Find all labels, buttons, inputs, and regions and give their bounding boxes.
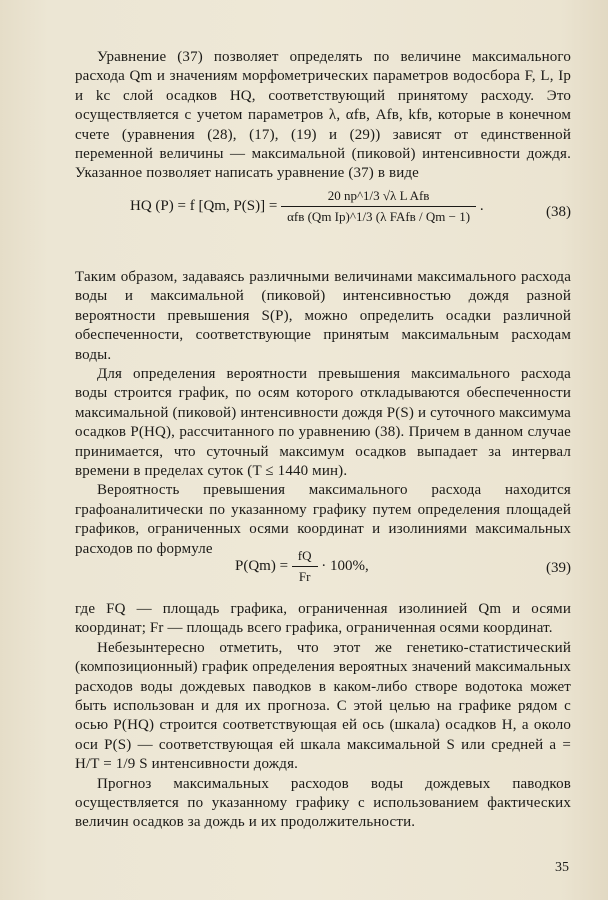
equation-38-left: HQ (P) = f [Qm, P(S)] = bbox=[130, 197, 278, 214]
equation-38 bbox=[75, 188, 571, 258]
equation-39 bbox=[75, 548, 571, 596]
equation-39-left: P(Qm) = bbox=[235, 557, 289, 574]
equation-39-denominator: Fr bbox=[298, 569, 311, 584]
page-number: 35 bbox=[555, 860, 569, 875]
paragraph-2: Таким образом, задаваясь различными величинами максимального расхода воды и максимальной (пиковой) интенсивностью дождя разной вероятности превышения S(P), можно определить осадки различной обеспеченности, соответствующие принятым максимальным расходам воды. bbox=[75, 269, 571, 363]
equation-39-right: · 100%, bbox=[321, 557, 369, 574]
body-text-lower bbox=[75, 600, 571, 833]
body-text-upper bbox=[75, 48, 571, 184]
paragraph-6: Небезынтересно отметить, что этот же генетико-статистический (композиционный) график определения вероятных значений максимальных расходов воды дождевых паводков в каком-либо створе водотока может быть использован и для их прогноза. С этой целью на графике рядом с осью P(HQ) строится соответствующая ей ось (шкала) осадков H, а около оси P(S) — соответствующая ей шкала максимальной S или средней a = H/T = 1/9 S интенсивности дождя. bbox=[75, 639, 571, 773]
paragraph-3: Для определения вероятности превышения максимального расхода воды строится график, по осям которого откладываются обеспеченности максимальной (пиковой) интенсивности дождя P(S) и суточного максимума осадков P(HQ), рассчитанного по уравнению (38). Причем в данном случае принимается, что суточный максимум осадков выпадает за интервал времени в пределах суток (T ≤ 1440 мин). bbox=[75, 366, 571, 480]
equation-39-numerator: fQ bbox=[292, 548, 318, 567]
equation-38-number: (38) bbox=[546, 204, 571, 220]
paragraph-5: где FQ — площадь графика, ограниченная изолинией Qm и осями координат; Fr — площадь всего графика, ограниченная осями координат. bbox=[75, 601, 571, 637]
equation-38-numerator: 20 np^1/3 √λ L Afв bbox=[281, 188, 476, 207]
equation-39-body bbox=[235, 548, 369, 585]
equation-39-number: (39) bbox=[546, 560, 571, 576]
body-text-middle bbox=[75, 268, 571, 559]
paragraph-1: Уравнение (37) позволяет определять по величине максимального расхода Qm и значениям морфометрических параметров водосбора F, L, Iр и kс слой осадков HQ, соответствующий принятому расходу. Это осуществляется с учетом параметров λ, αfв, Afв, kfв, которые в конечном счете (уравнения (28), (17), (19) и (29)) зависят от единственной переменной величины — максимальной (пиковой) интенсивности дождя. Указанное позволяет написать уравнение (37) в виде bbox=[75, 49, 571, 182]
equation-38-body: HQ (P) = f [Qm, P(S)] = $\frac{\text{20 np\textasciicircum{}1/3 √λ L Afв}}{\text{αfв (Qm Ip)\textasciicircum{}1/3 (λ FAfв / Qm − 1)}}$ . bbox=[130, 188, 484, 224]
equation-38-denominator: αfв (Qm Ip)^1/3 (λ FAfв / Qm − 1) bbox=[287, 209, 471, 224]
equation-39-fraction bbox=[292, 548, 318, 585]
equation-38-fraction bbox=[281, 188, 476, 225]
paragraph-7: Прогноз максимальных расходов воды дождевых паводков осуществляется по указанному графику с использованием фактических величин осадков за дождь и их продолжительности. bbox=[75, 775, 571, 831]
paragraph-4: Вероятность превышения максимального расхода находится графоаналитически по указанному графику путем определения площадей графиков, ограниченных осями координат и изолиниями максимальных расходов по формуле bbox=[75, 482, 571, 557]
